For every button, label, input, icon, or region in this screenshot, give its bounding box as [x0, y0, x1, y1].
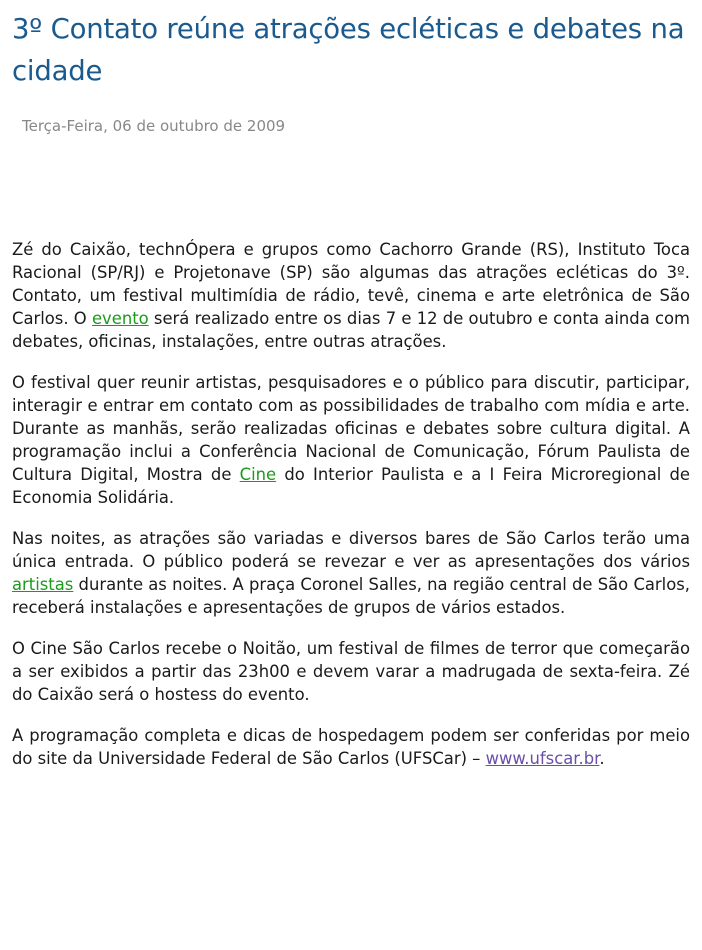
paragraph-5-text-after: . — [599, 749, 605, 768]
paragraph-2-text-after: do Interior Paulista e a I Feira Microregional de Economia Solidária. — [12, 465, 691, 507]
article — [12, 0, 690, 788]
article-body — [12, 238, 690, 770]
evento-link[interactable]: evento — [91, 309, 149, 328]
article-date: Terça-Feira, 06 de outubro de 2009 — [22, 117, 286, 135]
paragraph-2 — [12, 371, 690, 509]
paragraph-4: O Cine São Carlos recebe o Noitão, um festival de filmes de terror que começarão a ser exibidos a partir das 23h00 e devem varar a madrugada de sexta-feira. Zé do Caixão será o hostess do evento. — [12, 639, 690, 704]
paragraph-3-text-after: durante as noites. A praça Coronel Salles, na região central de São Carlos, receberá instalações e apresentações de grupos de vários estados. — [12, 575, 690, 617]
article-title: 3º Contato reúne atrações ecléticas e debates na cidade — [12, 13, 685, 87]
paragraph-3-text-before: Nas noites, as atrações são variadas e diversos bares de São Carlos terão uma única entrada. O público poderá se revezar e ver as apresentações dos vários — [12, 529, 690, 571]
cine-link[interactable]: Cine — [239, 465, 277, 484]
paragraph-3 — [12, 527, 690, 619]
paragraph-5-text-before: A programação completa e dicas de hospedagem podem ser conferidas por meio do site da Universidade Federal de São Carlos (UFSCar) – — [12, 726, 690, 768]
artistas-link[interactable]: artistas — [12, 575, 74, 594]
ufscar-site-link[interactable]: www.ufscar.br — [485, 749, 600, 768]
paragraph-5 — [12, 724, 690, 770]
paragraph-2-text-before: O festival quer reunir artistas, pesquisadores e o público para discutir, participar, interagir e entrar em contato com as possibilidades de trabalho com mídia e arte. Durante as manhãs, serão realizadas oficinas e debates sobre cultura digital. A programação inclui a Conferência Nacional de Comunicação, Fórum Paulista de Cultura Digital, Mostra de — [12, 373, 690, 484]
paragraph-1-text-after: será realizado entre os dias 7 e 12 de outubro e conta ainda com debates, oficinas, instalações, entre outras atrações. — [12, 309, 690, 351]
paragraph-1-text-before: Zé do Caixão, technÓpera e grupos como Cachorro Grande (RS), Instituto Toca Racional (SP/RJ) e Projetonave (SP) são algumas das atrações ecléticas do 3º. Contato, um festival multimídia de rádio, tevê, cinema e arte eletrônica de São Carlos. O — [12, 240, 690, 328]
paragraph-1 — [12, 238, 690, 353]
